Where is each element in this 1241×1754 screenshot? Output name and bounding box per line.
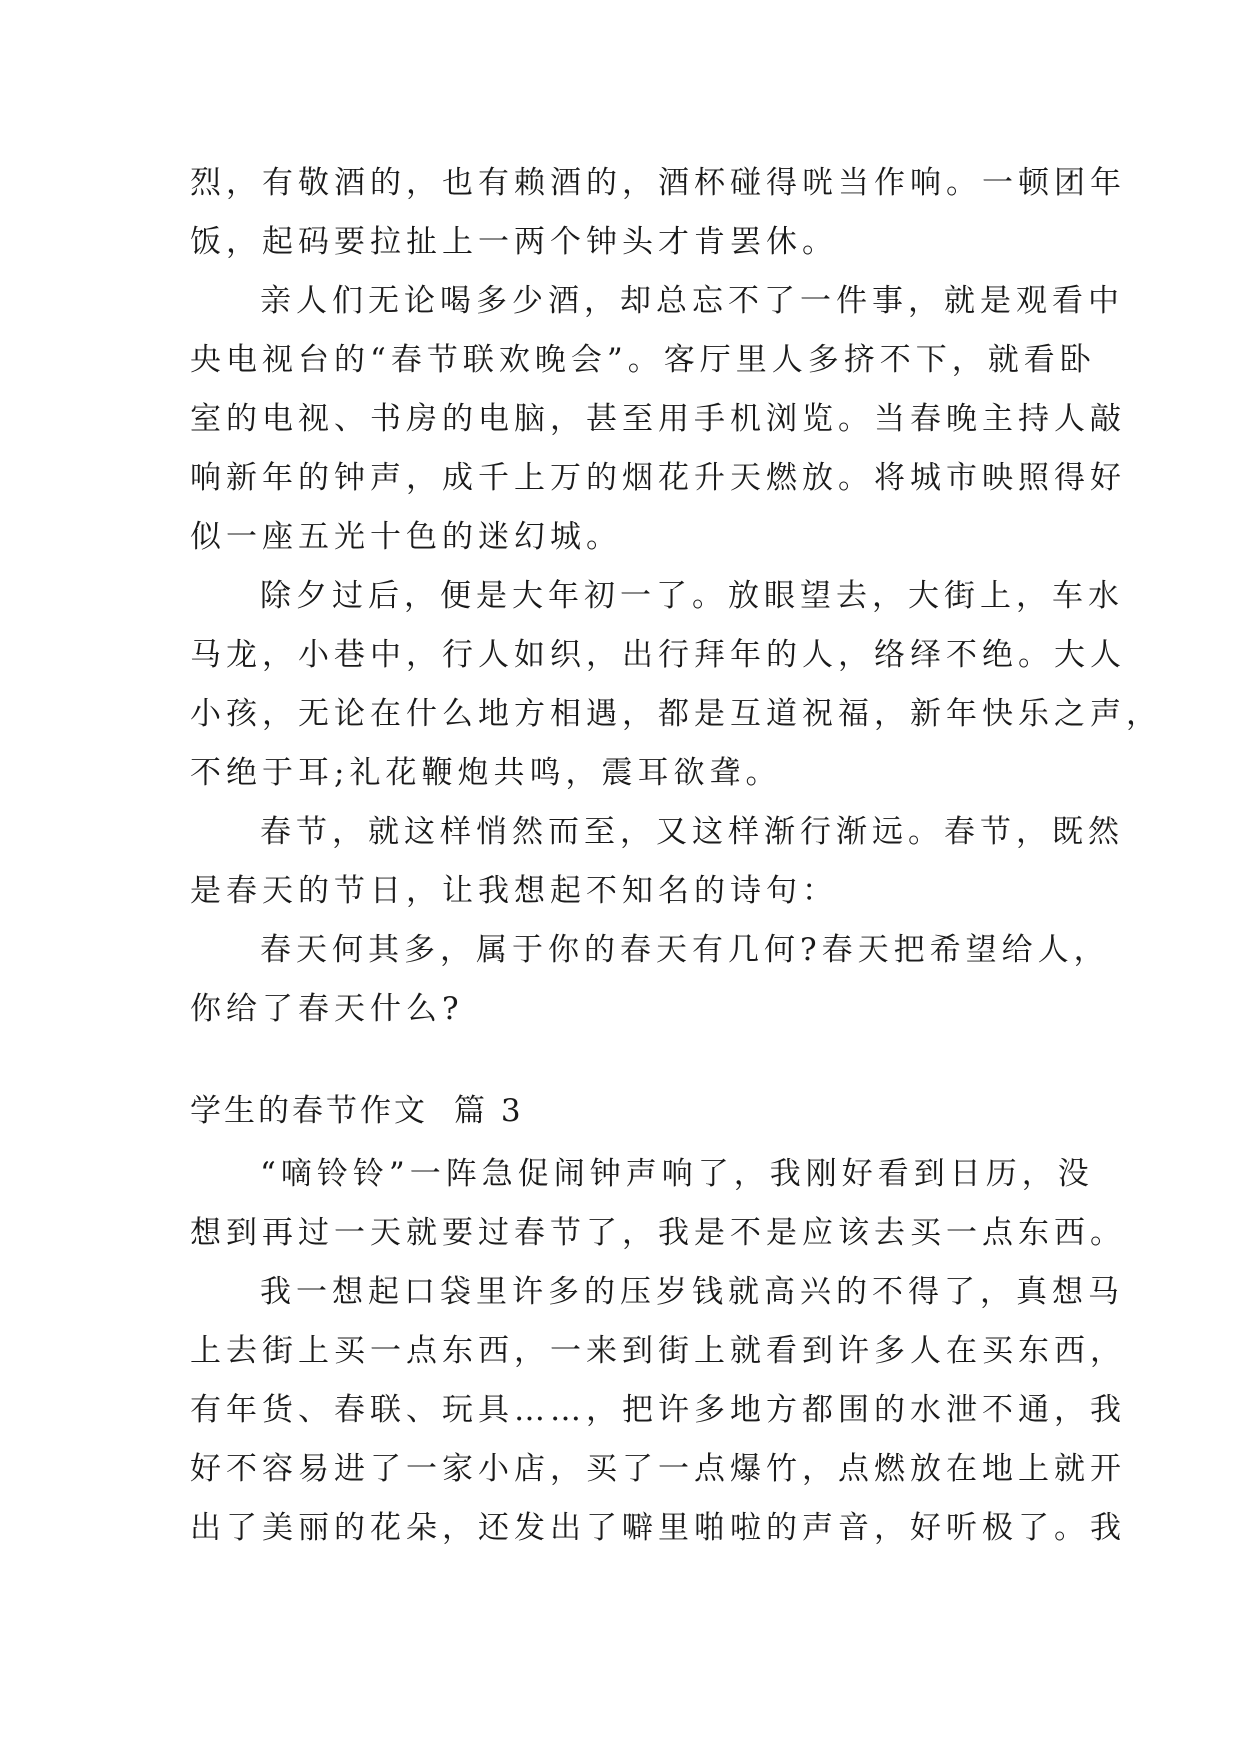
paragraph-start-line: 春天何其多，属于你的春天有几何?春天把希望给人， bbox=[260, 932, 1110, 968]
paragraph-start-line: 除夕过后，便是大年初一了。放眼望去，大街上，车水 bbox=[260, 578, 1124, 614]
text-line: 想到再过一天就要过春节了，我是不是应该去买一点东西。 bbox=[190, 1215, 1126, 1251]
section-heading bbox=[190, 1085, 524, 1130]
text-line: 有年货、春联、玩具……，把许多地方都围的水泄不通，我 bbox=[190, 1392, 1126, 1428]
paragraph-start-line: 春节，就这样悄然而至，又这样渐行渐远。春节，既然 bbox=[260, 814, 1124, 850]
body-section-2 bbox=[190, 1145, 1126, 1558]
text-line: 你给了春天什么? bbox=[190, 991, 464, 1027]
text-line: 央电视台的“春节联欢晚会”。客厅里人多挤不下，就看卧 bbox=[190, 342, 1096, 378]
paragraph-start-line: 亲人们无论喝多少酒，却总忘不了一件事，就是观看中 bbox=[260, 283, 1124, 319]
text-line: 饭，起码要拉扯上一两个钟头才肯罢休。 bbox=[190, 224, 838, 260]
text-line: 似一座五光十色的迷幻城。 bbox=[190, 519, 622, 555]
text-line: 烈，有敬酒的，也有赖酒的，酒杯碰得咣当作响。一顿团年 bbox=[190, 165, 1126, 201]
body-section-1 bbox=[190, 154, 1162, 1039]
text-line: 上去街上买一点东西，一来到街上就看到许多人在买东西， bbox=[190, 1333, 1126, 1369]
text-line: 小孩，无论在什么地方相遇，都是互道祝福，新年快乐之声， bbox=[190, 696, 1162, 732]
paragraph-start-line: “嘀铃铃”一阵急促闹钟声响了，我刚好看到日历，没 bbox=[260, 1156, 1094, 1192]
text-line: 室的电视、书房的电脑，甚至用手机浏览。当春晚主持人敲 bbox=[190, 401, 1126, 437]
text-line: 马龙，小巷中，行人如织，出行拜年的人，络绎不绝。大人 bbox=[190, 637, 1126, 673]
text-line: 是春天的节日，让我想起不知名的诗句： bbox=[190, 873, 838, 909]
text-line: 好不容易进了一家小店，买了一点爆竹，点燃放在地上就开 bbox=[190, 1451, 1126, 1487]
text-line: 出了美丽的花朵，还发出了噼里啪啦的声音，好听极了。我 bbox=[190, 1510, 1126, 1546]
heading-number: 篇 3 bbox=[454, 1093, 524, 1129]
text-line: 响新年的钟声，成千上万的烟花升天燃放。将城市映照得好 bbox=[190, 460, 1126, 496]
paragraph-start-line: 我一想起口袋里许多的压岁钱就高兴的不得了，真想马 bbox=[260, 1274, 1124, 1310]
heading-title: 学生的春节作文 bbox=[190, 1093, 428, 1129]
text-line: 不绝于耳;礼花鞭炮共鸣，震耳欲聋。 bbox=[190, 755, 782, 791]
